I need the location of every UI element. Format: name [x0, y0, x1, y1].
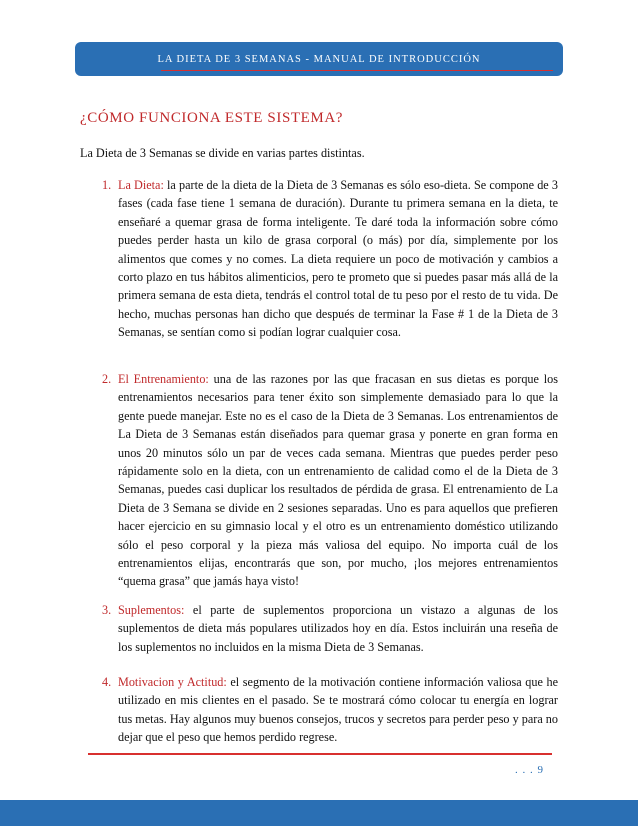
list-item [80, 370, 558, 591]
footer-divider [88, 753, 552, 755]
section-heading: ¿CÓMO FUNCIONA ESTE SISTEMA? [80, 110, 344, 126]
item-body [118, 370, 558, 591]
item-text: la parte de la dieta de la Dieta de 3 Semanas es sólo eso-dieta. Se compone de 3 fases (cada fase tiene 1 semana de duración). Durante tu primera semana en la dieta, te enseñaré a quemar grasa de forma inteligente. Te daré toda la información sobre cómo puedes perder hasta un kilo de grasa corporal (o más) por día, simplemente por los alimentos que comes y no comes. La dieta requiere un poco de motivación y cambios a corto plazo en tus hábitos alimenticios, pero te prometo que si puedes pasar más allá de la primera semana de esta dieta, tendrás el control total de tu peso por el resto de tu vida. De hecho, muchas personas han dicho que después de terminar la Fase # 1 de la Dieta de 3 Semanas, se sentían como si podían lograr cualquier cosa. [118, 178, 558, 340]
header-divider [161, 70, 553, 71]
intro-paragraph: La Dieta de 3 Semanas se divide en varias partes distintas. [80, 146, 365, 160]
item-term: La Dieta: [118, 178, 164, 192]
item-body [118, 673, 558, 747]
list-item [80, 673, 558, 747]
item-term: Motivacion y Actitud: [118, 675, 227, 689]
item-number: 4. [102, 675, 112, 689]
item-number: 2. [102, 372, 112, 386]
item-text: el parte de suplementos proporciona un vistazo a algunas de los suplementos de dieta más populares utilizados hoy en día. Estos incluirán una reseña de los suplementos no incluidos en la misma Dieta de 3 Semanas. [118, 603, 558, 654]
item-text: una de las razones por las que fracasan en sus dietas es porque los entrenamientos necesarios para tener éxito son simplemente demasiado para lo que la gente puede manejar. Este no es el caso de la Dieta de 3 Semanas. Los entrenamientos de La Dieta de 3 Semanas están diseñados para quemar grasa y ponerte en gran forma en unos 20 minutos sólo un par de veces cada semana. Mientras que puedes perder peso rápidamente solo en la dieta, con un entrenamiento de calidad como el de la Dieta de 3 Semanas, puedes casi duplicar los resultados de pérdida de grasa. El entrenamiento de La Dieta de 3 Semana se divide en 2 sesiones separadas. Uno es para aquellos que prefieren hacer ejercicio en su gimnasio local y el otro es un entrenamiento doméstico utilizando sólo el peso corporal y la pieza más valiosa del equipo. No importa cuál de los entrenamientos elijas, encontrarás que son, por mucho, ¡los mejores entrenamientos “quema grasa” que jamás haya visto! [118, 372, 558, 589]
item-body [118, 176, 558, 342]
header-title: LA DIETA DE 3 SEMANAS - MANUAL DE INTRODUCCIÓN [157, 54, 481, 65]
item-term: Suplementos: [118, 603, 185, 617]
footer-bar [0, 800, 638, 826]
item-body [118, 601, 558, 656]
item-number: 1. [102, 178, 112, 192]
item-text: el segmento de la motivación contiene información valiosa que he utilizado en mis clientes en el pasado. Se te mostrará cómo colocar tu energía en lograr tus metas. Hay algunos muy buenos consejos, trucos y secretos para perder peso y para no dejar que el peso que hemos perdido regrese. [118, 675, 558, 745]
list-item [80, 601, 558, 656]
list-item [80, 176, 558, 342]
item-term: El Entrenamiento: [118, 372, 209, 386]
header-bar [75, 42, 563, 76]
page-number: . . . 9 [515, 764, 544, 776]
item-number: 3. [102, 603, 112, 617]
